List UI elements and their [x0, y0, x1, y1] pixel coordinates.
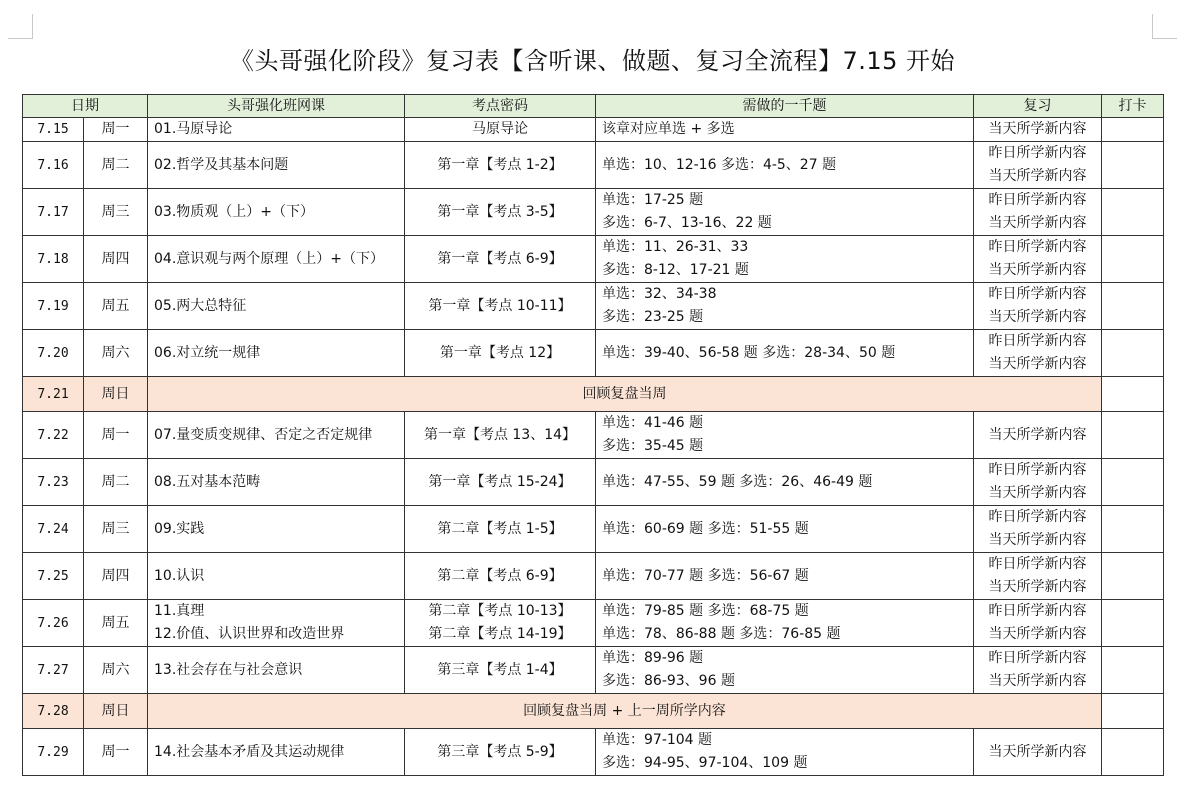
course-cell-line: 01.马原导论	[154, 121, 233, 137]
exercises-cell-line: 单选：60-69 题 多选：51-55 题	[602, 520, 809, 537]
date-cell: 7.18	[23, 236, 84, 283]
checkin-cell[interactable]	[1102, 236, 1164, 283]
course-cell	[148, 118, 405, 142]
review-cell-line: 昨日所学新内容	[988, 603, 1087, 619]
table-row	[23, 459, 1164, 506]
date-cell: 7.29	[23, 729, 84, 776]
table-row	[23, 729, 1164, 776]
page-corner-mark	[1152, 14, 1177, 39]
weekday-cell: 周二	[84, 142, 148, 189]
course-cell-line: 10.认识	[154, 567, 205, 584]
review-cell-line: 当天所学新内容	[988, 532, 1087, 548]
review-cell	[974, 412, 1102, 459]
review-cell	[974, 459, 1102, 506]
review-cell-line: 昨日所学新内容	[988, 192, 1087, 208]
exercises-cell	[596, 412, 974, 459]
exercises-cell-line: 单选：11、26-31、33	[602, 239, 749, 255]
weekday-cell: 周四	[84, 236, 148, 283]
exercises-cell	[596, 189, 974, 236]
course-cell-line: 05.两大总特征	[154, 297, 247, 314]
review-cell-line: 昨日所学新内容	[988, 286, 1087, 302]
review-cell	[974, 647, 1102, 694]
schedule-table	[22, 94, 1164, 776]
review-cell-line: 当天所学新内容	[988, 121, 1087, 137]
review-cell	[974, 283, 1102, 330]
header-course: 头哥强化班网课	[148, 95, 405, 118]
review-cell-line: 昨日所学新内容	[988, 556, 1087, 572]
checkin-cell[interactable]	[1102, 600, 1164, 647]
table-row	[23, 600, 1164, 647]
header-exercises: 需做的一千题	[596, 95, 974, 118]
weekday-cell: 周五	[84, 283, 148, 330]
weekday-cell: 周四	[84, 553, 148, 600]
exercises-cell	[596, 459, 974, 506]
course-cell	[148, 647, 405, 694]
points-cell	[405, 118, 596, 142]
points-cell	[405, 647, 596, 694]
exercises-cell-line: 多选：8-12、17-21 题	[602, 262, 749, 278]
weekday-cell: 周一	[84, 729, 148, 776]
weekday-cell: 周日	[84, 377, 148, 412]
course-cell	[148, 412, 405, 459]
checkin-cell[interactable]	[1102, 118, 1164, 142]
points-cell	[405, 189, 596, 236]
table-row	[23, 553, 1164, 600]
table-row	[23, 142, 1164, 189]
course-cell-line: 06.对立统一规律	[154, 344, 261, 361]
review-cell-line: 当天所学新内容	[988, 262, 1087, 278]
exercises-cell	[596, 118, 974, 142]
review-cell	[974, 553, 1102, 600]
checkin-cell[interactable]	[1102, 283, 1164, 330]
date-cell: 7.25	[23, 553, 84, 600]
review-cell-line: 当天所学新内容	[988, 673, 1087, 689]
header-checkin: 打卡	[1102, 95, 1164, 118]
review-cell-line: 昨日所学新内容	[988, 509, 1087, 525]
points-cell-line: 第二章【考点 6-9】	[437, 567, 563, 584]
points-cell-line: 第一章【考点 15-24】	[428, 473, 572, 490]
exercises-cell-line: 多选：35-45 题	[602, 438, 704, 454]
points-cell-line: 第二章【考点 1-5】	[437, 520, 563, 537]
exercises-cell-line: 单选：10、12-16 多选：4-5、27 题	[602, 156, 837, 173]
course-cell-line: 14.社会基本矛盾及其运动规律	[154, 743, 345, 760]
weekend-review-cell: 回顾复盘当周	[148, 377, 1102, 412]
points-cell	[405, 506, 596, 553]
review-cell	[974, 236, 1102, 283]
table-header-row	[23, 95, 1164, 118]
review-cell-line: 昨日所学新内容	[988, 239, 1087, 255]
checkin-cell[interactable]	[1102, 377, 1164, 412]
points-cell	[405, 729, 596, 776]
points-cell-line: 第一章【考点 3-5】	[437, 203, 563, 220]
course-cell	[148, 142, 405, 189]
checkin-cell[interactable]	[1102, 506, 1164, 553]
checkin-cell[interactable]	[1102, 330, 1164, 377]
exercises-cell-line: 单选：97-104 题	[602, 732, 713, 748]
course-cell-line: 09.实践	[154, 520, 205, 537]
weekday-cell: 周二	[84, 459, 148, 506]
table-row	[23, 118, 1164, 142]
review-cell-line: 当天所学新内容	[988, 626, 1087, 642]
checkin-cell[interactable]	[1102, 459, 1164, 506]
date-cell: 7.22	[23, 412, 84, 459]
course-cell	[148, 729, 405, 776]
course-cell-line: 03.物质观（上）+（下）	[154, 203, 314, 220]
review-cell	[974, 330, 1102, 377]
review-cell-line: 当天所学新内容	[988, 356, 1087, 372]
points-cell	[405, 330, 596, 377]
date-cell: 7.23	[23, 459, 84, 506]
date-cell: 7.24	[23, 506, 84, 553]
points-cell	[405, 412, 596, 459]
review-cell-line: 当天所学新内容	[988, 579, 1087, 595]
course-cell-line: 04.意识观与两个原理（上）+（下）	[154, 250, 384, 267]
points-cell-line: 第一章【考点 1-2】	[437, 156, 563, 173]
course-cell	[148, 330, 405, 377]
weekday-cell: 周一	[84, 412, 148, 459]
checkin-cell[interactable]	[1102, 694, 1164, 729]
review-cell	[974, 142, 1102, 189]
points-cell	[405, 553, 596, 600]
course-cell-line: 08.五对基本范畴	[154, 473, 261, 490]
exercises-cell	[596, 506, 974, 553]
header-review: 复习	[974, 95, 1102, 118]
weekday-cell: 周三	[84, 189, 148, 236]
weekday-cell: 周三	[84, 506, 148, 553]
review-cell-line: 当天所学新内容	[988, 309, 1087, 325]
points-cell-line: 第二章【考点 10-13】	[428, 603, 572, 619]
date-cell: 7.17	[23, 189, 84, 236]
checkin-cell[interactable]	[1102, 647, 1164, 694]
review-cell	[974, 506, 1102, 553]
weekend-review-cell: 回顾复盘当周 + 上一周所学内容	[148, 694, 1102, 729]
review-cell	[974, 729, 1102, 776]
table-row	[23, 236, 1164, 283]
date-cell: 7.28	[23, 694, 84, 729]
review-cell	[974, 189, 1102, 236]
review-cell-line: 昨日所学新内容	[988, 462, 1087, 478]
points-cell	[405, 236, 596, 283]
points-cell-line: 马原导论	[472, 121, 528, 137]
date-cell: 7.20	[23, 330, 84, 377]
review-cell-line: 当天所学新内容	[988, 168, 1087, 184]
course-cell-line: 07.量变质变规律、否定之否定规律	[154, 426, 373, 443]
review-cell-line: 当天所学新内容	[988, 215, 1087, 231]
course-cell	[148, 553, 405, 600]
exercises-cell-line: 多选：86-93、96 题	[602, 673, 735, 689]
points-cell-line: 第二章【考点 14-19】	[428, 626, 572, 642]
exercises-cell-line: 单选：41-46 题	[602, 415, 704, 431]
header-date: 日期	[23, 95, 148, 118]
table-body	[23, 118, 1164, 776]
exercises-cell-line: 单选：47-55、59 题 多选：26、46-49 题	[602, 473, 873, 490]
course-cell	[148, 283, 405, 330]
review-cell	[974, 118, 1102, 142]
document-title: 《头哥强化阶段》复习表【含听课、做题、复习全流程】7.15 开始	[229, 47, 956, 75]
exercises-cell	[596, 600, 974, 647]
date-cell: 7.15	[23, 118, 84, 142]
checkin-cell[interactable]	[1102, 142, 1164, 189]
points-cell-line: 第三章【考点 5-9】	[437, 743, 563, 760]
points-cell	[405, 459, 596, 506]
exercises-cell-line: 多选：23-25 题	[602, 309, 704, 325]
points-cell-line: 第一章【考点 12】	[439, 344, 561, 361]
exercises-cell	[596, 283, 974, 330]
weekday-cell: 周五	[84, 600, 148, 647]
exercises-cell	[596, 729, 974, 776]
exercises-cell-line: 该章对应单选 + 多选	[602, 121, 735, 137]
checkin-cell[interactable]	[1102, 189, 1164, 236]
checkin-cell[interactable]	[1102, 729, 1164, 776]
date-cell: 7.26	[23, 600, 84, 647]
exercises-cell	[596, 553, 974, 600]
course-cell	[148, 506, 405, 553]
points-cell-line: 第一章【考点 13、14】	[423, 426, 577, 443]
course-cell	[148, 600, 405, 647]
exercises-cell	[596, 330, 974, 377]
checkin-cell[interactable]	[1102, 553, 1164, 600]
table-row	[23, 694, 1164, 729]
table-row	[23, 647, 1164, 694]
date-cell: 7.27	[23, 647, 84, 694]
points-cell	[405, 600, 596, 647]
course-cell	[148, 236, 405, 283]
exercises-cell	[596, 647, 974, 694]
points-cell	[405, 142, 596, 189]
points-cell-line: 第三章【考点 1-4】	[437, 661, 563, 678]
exercises-cell-line: 单选：32、34-38	[602, 286, 717, 302]
review-cell-line: 昨日所学新内容	[988, 333, 1087, 349]
table-row	[23, 330, 1164, 377]
course-cell-line: 02.哲学及其基本问题	[154, 156, 289, 173]
table-row	[23, 412, 1164, 459]
page-corner-mark	[8, 14, 33, 39]
date-cell: 7.19	[23, 283, 84, 330]
weekday-cell: 周六	[84, 330, 148, 377]
table-row	[23, 283, 1164, 330]
points-cell-line: 第一章【考点 10-11】	[428, 297, 572, 314]
exercises-cell-line: 单选：17-25 题	[602, 192, 704, 208]
review-cell	[974, 600, 1102, 647]
exercises-cell	[596, 236, 974, 283]
review-cell-line: 当天所学新内容	[988, 485, 1087, 501]
course-cell-line: 11.真理	[154, 603, 205, 619]
header-points: 考点密码	[405, 95, 596, 118]
table-row	[23, 377, 1164, 412]
weekday-cell: 周一	[84, 118, 148, 142]
course-cell-line: 12.价值、认识世界和改造世界	[154, 626, 345, 642]
table-row	[23, 506, 1164, 553]
checkin-cell[interactable]	[1102, 412, 1164, 459]
course-cell	[148, 189, 405, 236]
exercises-cell	[596, 142, 974, 189]
course-cell	[148, 459, 405, 506]
points-cell	[405, 283, 596, 330]
exercises-cell-line: 单选：89-96 题	[602, 650, 704, 666]
review-cell-line: 当天所学新内容	[988, 426, 1087, 443]
review-cell-line: 昨日所学新内容	[988, 145, 1087, 161]
course-cell-line: 13.社会存在与社会意识	[154, 661, 303, 678]
review-cell-line: 当天所学新内容	[988, 743, 1087, 760]
table-row	[23, 189, 1164, 236]
points-cell-line: 第一章【考点 6-9】	[437, 250, 563, 267]
exercises-cell-line: 单选：39-40、56-58 题 多选：28-34、50 题	[602, 344, 896, 361]
exercises-cell-line: 单选：78、86-88 题 多选：76-85 题	[602, 626, 841, 642]
exercises-cell-line: 多选：94-95、97-104、109 题	[602, 755, 808, 771]
weekday-cell: 周日	[84, 694, 148, 729]
date-cell: 7.21	[23, 377, 84, 412]
date-cell: 7.16	[23, 142, 84, 189]
review-cell-line: 昨日所学新内容	[988, 650, 1087, 666]
weekday-cell: 周六	[84, 647, 148, 694]
exercises-cell-line: 单选：79-85 题 多选：68-75 题	[602, 603, 809, 619]
exercises-cell-line: 单选：70-77 题 多选：56-67 题	[602, 567, 809, 584]
exercises-cell-line: 多选：6-7、13-16、22 题	[602, 215, 772, 231]
